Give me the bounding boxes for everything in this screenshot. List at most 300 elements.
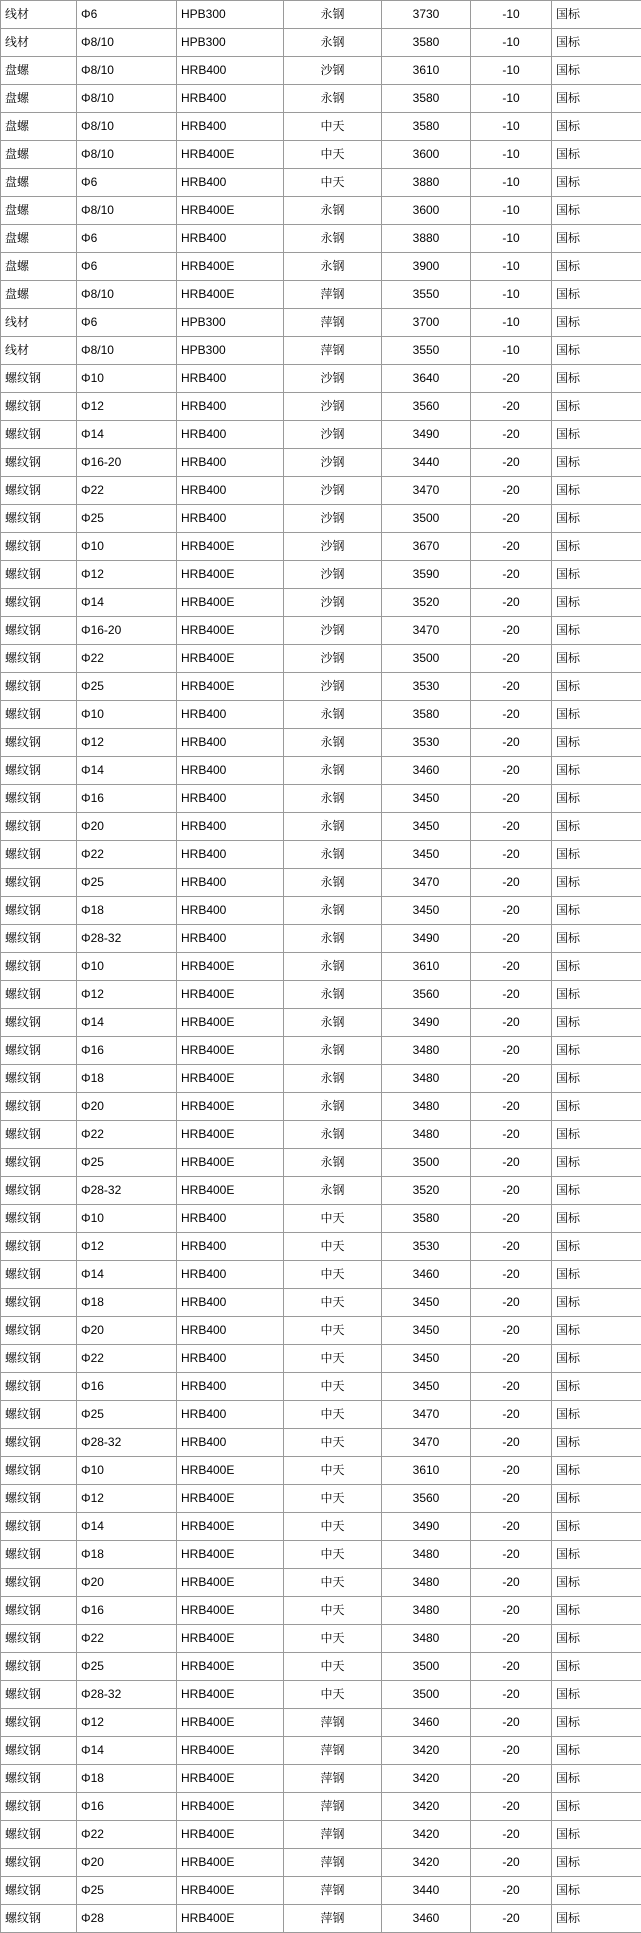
- cell-product-name: 线材: [1, 337, 77, 365]
- cell-grade: HRB400E: [177, 533, 284, 561]
- cell-grade: HRB400: [177, 1345, 284, 1373]
- cell-spec: Φ25: [77, 505, 177, 533]
- cell-change: -20: [471, 393, 552, 421]
- cell-product-name: 螺纹钢: [1, 1009, 77, 1037]
- cell-standard: 国标: [552, 281, 641, 309]
- cell-change: -20: [471, 1765, 552, 1793]
- cell-spec: Φ16: [77, 1597, 177, 1625]
- cell-product-name: 盘螺: [1, 141, 77, 169]
- cell-mill: 永钢: [284, 29, 382, 57]
- cell-price: 3480: [382, 1625, 471, 1653]
- cell-change: -20: [471, 1569, 552, 1597]
- cell-change: -20: [471, 897, 552, 925]
- cell-grade: HRB400E: [177, 1737, 284, 1765]
- cell-standard: 国标: [552, 309, 641, 337]
- cell-grade: HRB400E: [177, 1653, 284, 1681]
- cell-change: -20: [471, 869, 552, 897]
- cell-standard: 国标: [552, 533, 641, 561]
- cell-standard: 国标: [552, 449, 641, 477]
- cell-mill: 中天: [284, 1513, 382, 1541]
- cell-spec: Φ6: [77, 253, 177, 281]
- cell-product-name: 螺纹钢: [1, 561, 77, 589]
- table-row: [1, 813, 641, 841]
- cell-spec: Φ18: [77, 1065, 177, 1093]
- cell-standard: 国标: [552, 1681, 641, 1709]
- cell-price: 3470: [382, 477, 471, 505]
- cell-spec: Φ10: [77, 701, 177, 729]
- cell-grade: HRB400E: [177, 561, 284, 589]
- cell-mill: 中天: [284, 1625, 382, 1653]
- table-row: [1, 1093, 641, 1121]
- cell-change: -20: [471, 449, 552, 477]
- cell-standard: 国标: [552, 1737, 641, 1765]
- cell-mill: 中天: [284, 1653, 382, 1681]
- cell-change: -20: [471, 701, 552, 729]
- cell-standard: 国标: [552, 1205, 641, 1233]
- cell-standard: 国标: [552, 365, 641, 393]
- cell-product-name: 盘螺: [1, 253, 77, 281]
- cell-grade: HRB400: [177, 169, 284, 197]
- cell-grade: HRB400E: [177, 1485, 284, 1513]
- cell-grade: HRB400E: [177, 953, 284, 981]
- cell-price: 3560: [382, 1485, 471, 1513]
- table-row: [1, 1597, 641, 1625]
- cell-mill: 沙钢: [284, 645, 382, 673]
- cell-standard: 国标: [552, 1065, 641, 1093]
- cell-standard: 国标: [552, 1149, 641, 1177]
- cell-price: 3480: [382, 1541, 471, 1569]
- cell-price: 3500: [382, 645, 471, 673]
- cell-spec: Φ8/10: [77, 29, 177, 57]
- cell-spec: Φ22: [77, 1121, 177, 1149]
- cell-spec: Φ16: [77, 1037, 177, 1065]
- cell-price: 3530: [382, 673, 471, 701]
- cell-mill: 萍钢: [284, 1905, 382, 1933]
- cell-product-name: 螺纹钢: [1, 1093, 77, 1121]
- cell-mill: 永钢: [284, 253, 382, 281]
- cell-standard: 国标: [552, 113, 641, 141]
- cell-product-name: 螺纹钢: [1, 1681, 77, 1709]
- table-row: [1, 1065, 641, 1093]
- cell-spec: Φ10: [77, 1457, 177, 1485]
- cell-standard: 国标: [552, 1289, 641, 1317]
- cell-price: 3490: [382, 925, 471, 953]
- cell-change: -20: [471, 1653, 552, 1681]
- cell-grade: HRB400E: [177, 1877, 284, 1905]
- cell-product-name: 螺纹钢: [1, 589, 77, 617]
- cell-product-name: 螺纹钢: [1, 1709, 77, 1737]
- cell-mill: 永钢: [284, 981, 382, 1009]
- cell-change: -20: [471, 1625, 552, 1653]
- cell-standard: 国标: [552, 981, 641, 1009]
- cell-mill: 中天: [284, 1457, 382, 1485]
- cell-product-name: 螺纹钢: [1, 1765, 77, 1793]
- cell-mill: 永钢: [284, 1037, 382, 1065]
- cell-change: -20: [471, 1317, 552, 1345]
- cell-mill: 中天: [284, 1261, 382, 1289]
- cell-mill: 永钢: [284, 1, 382, 29]
- cell-grade: HRB400E: [177, 1597, 284, 1625]
- cell-change: -10: [471, 225, 552, 253]
- cell-mill: 永钢: [284, 197, 382, 225]
- cell-spec: Φ22: [77, 645, 177, 673]
- table-row: [1, 645, 641, 673]
- cell-price: 3600: [382, 197, 471, 225]
- cell-spec: Φ16: [77, 1373, 177, 1401]
- table-row: [1, 449, 641, 477]
- cell-change: -20: [471, 645, 552, 673]
- table-row: [1, 113, 641, 141]
- cell-product-name: 盘螺: [1, 57, 77, 85]
- table-row: [1, 57, 641, 85]
- table-row: [1, 1233, 641, 1261]
- cell-grade: HPB300: [177, 337, 284, 365]
- cell-change: -20: [471, 673, 552, 701]
- cell-mill: 中天: [284, 1289, 382, 1317]
- cell-spec: Φ14: [77, 757, 177, 785]
- cell-change: -20: [471, 1037, 552, 1065]
- cell-spec: Φ12: [77, 1485, 177, 1513]
- cell-product-name: 螺纹钢: [1, 1905, 77, 1933]
- cell-standard: 国标: [552, 1849, 641, 1877]
- cell-standard: 国标: [552, 1317, 641, 1345]
- table-row: [1, 1429, 641, 1457]
- cell-change: -20: [471, 1177, 552, 1205]
- cell-mill: 永钢: [284, 1121, 382, 1149]
- cell-product-name: 螺纹钢: [1, 1485, 77, 1513]
- cell-standard: 国标: [552, 897, 641, 925]
- cell-standard: 国标: [552, 869, 641, 897]
- cell-change: -10: [471, 85, 552, 113]
- cell-price: 3550: [382, 337, 471, 365]
- cell-spec: Φ8/10: [77, 337, 177, 365]
- cell-grade: HRB400: [177, 1261, 284, 1289]
- cell-change: -20: [471, 1009, 552, 1037]
- cell-spec: Φ12: [77, 393, 177, 421]
- cell-mill: 沙钢: [284, 57, 382, 85]
- cell-change: -20: [471, 1877, 552, 1905]
- cell-change: -20: [471, 533, 552, 561]
- cell-change: -10: [471, 113, 552, 141]
- cell-price: 3480: [382, 1065, 471, 1093]
- cell-change: -20: [471, 1205, 552, 1233]
- cell-grade: HRB400E: [177, 1793, 284, 1821]
- cell-mill: 永钢: [284, 1065, 382, 1093]
- table-row: [1, 589, 641, 617]
- cell-product-name: 螺纹钢: [1, 1821, 77, 1849]
- cell-change: -20: [471, 953, 552, 981]
- cell-mill: 中天: [284, 1541, 382, 1569]
- cell-standard: 国标: [552, 673, 641, 701]
- cell-mill: 萍钢: [284, 1793, 382, 1821]
- cell-grade: HRB400E: [177, 1569, 284, 1597]
- cell-product-name: 螺纹钢: [1, 421, 77, 449]
- table-row: [1, 757, 641, 785]
- cell-price: 3580: [382, 701, 471, 729]
- cell-standard: 国标: [552, 1373, 641, 1401]
- cell-mill: 永钢: [284, 757, 382, 785]
- cell-mill: 永钢: [284, 1177, 382, 1205]
- cell-price: 3440: [382, 449, 471, 477]
- cell-product-name: 螺纹钢: [1, 1345, 77, 1373]
- cell-price: 3640: [382, 365, 471, 393]
- cell-price: 3560: [382, 981, 471, 1009]
- cell-standard: 国标: [552, 141, 641, 169]
- cell-grade: HRB400: [177, 57, 284, 85]
- table-row: [1, 393, 641, 421]
- cell-price: 3580: [382, 85, 471, 113]
- table-row: [1, 1373, 641, 1401]
- cell-grade: HRB400: [177, 113, 284, 141]
- table-row: [1, 617, 641, 645]
- cell-spec: Φ8/10: [77, 197, 177, 225]
- cell-mill: 永钢: [284, 729, 382, 757]
- cell-grade: HRB400: [177, 365, 284, 393]
- cell-standard: 国标: [552, 1177, 641, 1205]
- cell-product-name: 螺纹钢: [1, 393, 77, 421]
- cell-product-name: 螺纹钢: [1, 869, 77, 897]
- cell-grade: HRB400: [177, 1205, 284, 1233]
- cell-spec: Φ10: [77, 533, 177, 561]
- cell-grade: HRB400: [177, 1373, 284, 1401]
- cell-product-name: 螺纹钢: [1, 365, 77, 393]
- cell-price: 3500: [382, 1149, 471, 1177]
- cell-change: -20: [471, 589, 552, 617]
- cell-product-name: 螺纹钢: [1, 505, 77, 533]
- cell-change: -20: [471, 757, 552, 785]
- cell-grade: HRB400: [177, 785, 284, 813]
- cell-change: -10: [471, 169, 552, 197]
- cell-spec: Φ28-32: [77, 1429, 177, 1457]
- cell-grade: HRB400: [177, 757, 284, 785]
- cell-price: 3490: [382, 1009, 471, 1037]
- cell-mill: 中天: [284, 1485, 382, 1513]
- cell-mill: 萍钢: [284, 1877, 382, 1905]
- cell-grade: HRB400E: [177, 673, 284, 701]
- cell-change: -20: [471, 1345, 552, 1373]
- cell-price: 3450: [382, 813, 471, 841]
- cell-grade: HRB400: [177, 1401, 284, 1429]
- cell-mill: 永钢: [284, 953, 382, 981]
- cell-spec: Φ14: [77, 1261, 177, 1289]
- cell-price: 3900: [382, 253, 471, 281]
- cell-grade: HRB400E: [177, 1821, 284, 1849]
- cell-spec: Φ14: [77, 589, 177, 617]
- table-row: [1, 729, 641, 757]
- cell-product-name: 盘螺: [1, 197, 77, 225]
- table-row: [1, 1205, 641, 1233]
- cell-spec: Φ6: [77, 309, 177, 337]
- table-row: [1, 169, 641, 197]
- cell-price: 3550: [382, 281, 471, 309]
- cell-price: 3590: [382, 561, 471, 589]
- table-row: [1, 505, 641, 533]
- table-row: [1, 1625, 641, 1653]
- cell-price: 3520: [382, 589, 471, 617]
- cell-standard: 国标: [552, 1457, 641, 1485]
- cell-price: 3420: [382, 1765, 471, 1793]
- cell-standard: 国标: [552, 617, 641, 645]
- cell-spec: Φ14: [77, 1737, 177, 1765]
- cell-standard: 国标: [552, 421, 641, 449]
- table-row: [1, 1765, 641, 1793]
- cell-standard: 国标: [552, 1905, 641, 1933]
- cell-standard: 国标: [552, 29, 641, 57]
- cell-grade: HRB400E: [177, 1709, 284, 1737]
- cell-grade: HPB300: [177, 309, 284, 337]
- cell-product-name: 螺纹钢: [1, 925, 77, 953]
- cell-mill: 沙钢: [284, 393, 382, 421]
- cell-spec: Φ8/10: [77, 141, 177, 169]
- cell-change: -20: [471, 617, 552, 645]
- cell-spec: Φ25: [77, 1653, 177, 1681]
- table-row: [1, 1877, 641, 1905]
- table-row: [1, 897, 641, 925]
- cell-price: 3560: [382, 393, 471, 421]
- cell-product-name: 线材: [1, 29, 77, 57]
- cell-mill: 永钢: [284, 869, 382, 897]
- cell-change: -20: [471, 1289, 552, 1317]
- cell-spec: Φ18: [77, 897, 177, 925]
- cell-mill: 永钢: [284, 1149, 382, 1177]
- cell-standard: 国标: [552, 1345, 641, 1373]
- table-row: [1, 1821, 641, 1849]
- cell-standard: 国标: [552, 1037, 641, 1065]
- table-row: [1, 1121, 641, 1149]
- cell-spec: Φ12: [77, 729, 177, 757]
- cell-change: -20: [471, 1821, 552, 1849]
- cell-change: -20: [471, 365, 552, 393]
- cell-standard: 国标: [552, 729, 641, 757]
- cell-grade: HRB400: [177, 813, 284, 841]
- cell-product-name: 螺纹钢: [1, 1037, 77, 1065]
- cell-standard: 国标: [552, 1541, 641, 1569]
- cell-price: 3480: [382, 1597, 471, 1625]
- cell-change: -10: [471, 141, 552, 169]
- cell-change: -20: [471, 561, 552, 589]
- cell-spec: Φ12: [77, 561, 177, 589]
- table-row: [1, 1009, 641, 1037]
- cell-product-name: 螺纹钢: [1, 1177, 77, 1205]
- cell-grade: HRB400E: [177, 281, 284, 309]
- table-row: [1, 281, 641, 309]
- cell-change: -20: [471, 1597, 552, 1625]
- cell-change: -20: [471, 1793, 552, 1821]
- cell-product-name: 螺纹钢: [1, 449, 77, 477]
- cell-price: 3420: [382, 1849, 471, 1877]
- cell-spec: Φ16: [77, 785, 177, 813]
- cell-mill: 中天: [284, 1429, 382, 1457]
- cell-price: 3460: [382, 1709, 471, 1737]
- cell-grade: HRB400E: [177, 1513, 284, 1541]
- cell-mill: 中天: [284, 141, 382, 169]
- cell-standard: 国标: [552, 1, 641, 29]
- cell-grade: HRB400E: [177, 1065, 284, 1093]
- cell-product-name: 螺纹钢: [1, 617, 77, 645]
- table-row: [1, 841, 641, 869]
- cell-price: 3670: [382, 533, 471, 561]
- cell-price: 3470: [382, 617, 471, 645]
- cell-price: 3470: [382, 1429, 471, 1457]
- cell-price: 3420: [382, 1821, 471, 1849]
- table-row: [1, 1653, 641, 1681]
- cell-grade: HRB400E: [177, 197, 284, 225]
- cell-standard: 国标: [552, 477, 641, 505]
- cell-price: 3500: [382, 505, 471, 533]
- cell-product-name: 螺纹钢: [1, 1569, 77, 1597]
- table-row: [1, 309, 641, 337]
- table-row: [1, 141, 641, 169]
- cell-grade: HRB400: [177, 925, 284, 953]
- table-row: [1, 421, 641, 449]
- table-row: [1, 477, 641, 505]
- cell-product-name: 螺纹钢: [1, 785, 77, 813]
- cell-product-name: 盘螺: [1, 113, 77, 141]
- cell-mill: 中天: [284, 169, 382, 197]
- cell-change: -10: [471, 309, 552, 337]
- cell-change: -20: [471, 421, 552, 449]
- table-row: [1, 1401, 641, 1429]
- table-row: [1, 1541, 641, 1569]
- cell-spec: Φ28-32: [77, 1681, 177, 1709]
- cell-price: 3530: [382, 1233, 471, 1261]
- cell-standard: 国标: [552, 1569, 641, 1597]
- cell-price: 3440: [382, 1877, 471, 1905]
- cell-spec: Φ8/10: [77, 113, 177, 141]
- cell-price: 3480: [382, 1037, 471, 1065]
- cell-grade: HRB400E: [177, 1121, 284, 1149]
- cell-product-name: 螺纹钢: [1, 1317, 77, 1345]
- table-row: [1, 785, 641, 813]
- cell-product-name: 螺纹钢: [1, 1429, 77, 1457]
- cell-price: 3580: [382, 113, 471, 141]
- cell-grade: HRB400E: [177, 1093, 284, 1121]
- cell-mill: 中天: [284, 1317, 382, 1345]
- cell-grade: HRB400: [177, 729, 284, 757]
- cell-product-name: 螺纹钢: [1, 981, 77, 1009]
- cell-grade: HRB400E: [177, 1765, 284, 1793]
- table-row: [1, 1037, 641, 1065]
- cell-mill: 沙钢: [284, 505, 382, 533]
- cell-mill: 沙钢: [284, 533, 382, 561]
- cell-spec: Φ25: [77, 673, 177, 701]
- cell-standard: 国标: [552, 813, 641, 841]
- cell-spec: Φ14: [77, 1513, 177, 1541]
- cell-price: 3490: [382, 421, 471, 449]
- cell-change: -20: [471, 925, 552, 953]
- cell-grade: HRB400E: [177, 1009, 284, 1037]
- cell-spec: Φ22: [77, 1345, 177, 1373]
- cell-mill: 中天: [284, 1597, 382, 1625]
- cell-price: 3500: [382, 1653, 471, 1681]
- cell-price: 3470: [382, 869, 471, 897]
- cell-grade: HRB400E: [177, 589, 284, 617]
- cell-standard: 国标: [552, 337, 641, 365]
- cell-spec: Φ20: [77, 813, 177, 841]
- cell-change: -10: [471, 281, 552, 309]
- cell-mill: 中天: [284, 1233, 382, 1261]
- cell-mill: 萍钢: [284, 1737, 382, 1765]
- cell-change: -20: [471, 1905, 552, 1933]
- cell-mill: 萍钢: [284, 1821, 382, 1849]
- cell-product-name: 螺纹钢: [1, 1597, 77, 1625]
- cell-product-name: 螺纹钢: [1, 1289, 77, 1317]
- cell-product-name: 螺纹钢: [1, 757, 77, 785]
- table-row: [1, 869, 641, 897]
- cell-spec: Φ14: [77, 1009, 177, 1037]
- cell-change: -20: [471, 841, 552, 869]
- table-row: [1, 337, 641, 365]
